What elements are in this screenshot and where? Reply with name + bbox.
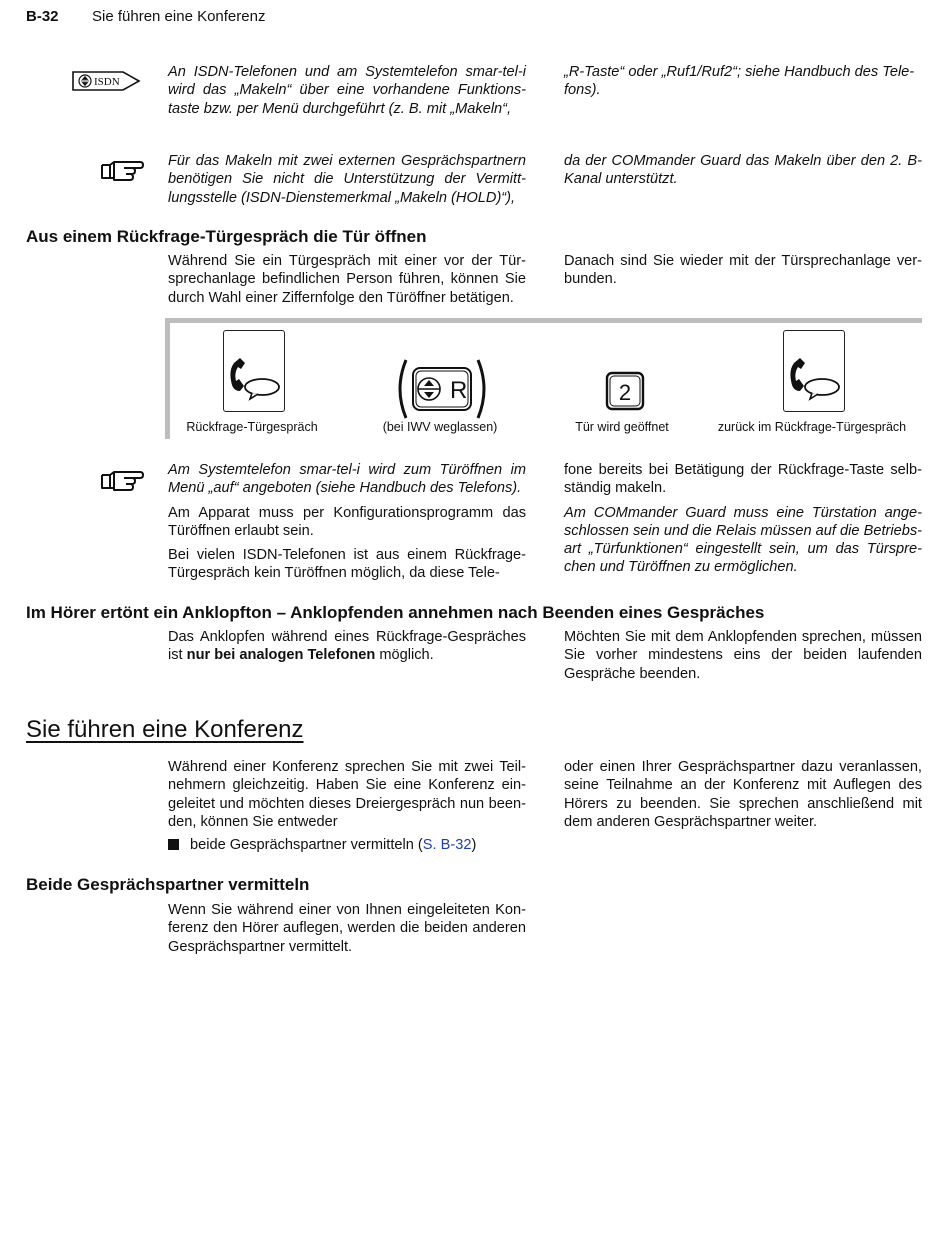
makeln-note-left: Für das Makeln mit zwei externen Gesprächspartnern benötigen Sie nicht die Unterstützung der Vermitt-lungsstelle (ISDN-Dienstemerkmal „Makeln (HOLD)“), [168,153,526,206]
pointing-hand-icon [100,468,144,494]
section1-right-text: Danach sind Sie wieder mit der Türsprechanlage ver-bunden. [564,253,922,288]
page-number: B-32 [26,8,59,25]
note2-right [564,461,922,577]
note2-left-italic: Am Systemtelefon smar-tel-i wird zum Türöffnen im Menü „auf“ angeboten (siehe Handbuch des Telefons). [168,462,526,497]
isdn-icon-label: ISDN [94,76,120,88]
section-heading-transfer: Beide Gesprächspartner vermitteln [26,875,310,894]
digit-key-label: 2 [618,380,632,405]
section2-right-text: Möchten Sie mit dem Anklopfenden sprechen, müssen Sie vorher mindestens eins der beiden laufenden Gespräche beenden. [564,629,922,682]
step-label-3: Tür wird geöffnet [575,420,669,434]
step-label-2: (bei IWV weglassen) [382,420,498,434]
note2-right-p1: fone bereits bei Betätigung der Rückfrage-Taste selb-ständig makeln. [564,462,922,497]
handset-speech-icon [784,331,844,411]
isdn-key-icon [71,69,141,93]
note2-right-italic: Am COMmander Guard muss eine Türstation ange-schlossen sein und die Relais müssen auf die Betriebs-art „Türfunktionen“ eingestellt sein, um das Türspre-chen und Türöffnen zu ermöglichen. [564,504,922,576]
handset-speech-card [223,330,285,412]
section4-left-text: Wenn Sie während einer von Ihnen eingeleiteten Kon-ferenz den Hörer auflegen, werden die beiden anderen Gesprächspartner vermittelt. [168,902,526,955]
r-key-icon [396,356,488,422]
page-title: Sie führen eine Konferenz [26,716,304,743]
section3-left-text: Während einer Konferenz sprechen Sie mit zwei Teil-nehmern gleichzeitig. Haben Sie eine Konferenz ein-geleitet und möchten dieses Dreiergespräch nun been-den, können Sie entweder [168,759,526,830]
procedure-box-top-rule [165,318,922,323]
makeln-note-right: da der COMmander Guard das Makeln über den 2. B-Kanal unterstützt. [564,153,922,188]
handset-speech-card-2 [783,330,845,412]
note2-left-p2: Am Apparat muss per Konfigurationsprogramm das Türöffnen erlaubt sein. [168,504,526,539]
step-label-4: zurück im Rückfrage-Türgespräch [717,420,907,434]
section-heading-call-waiting: Im Hörer ertönt ein Anklopfton – Anklopfenden annehmen nach Beenden eines Gespräches [26,603,765,622]
digit-key-icon [605,371,645,411]
isdn-note-left: An ISDN-Telefonen und am Systemtelefon smar-tel-i wird das „Makeln“ über eine vorhandene Funktions-taste bzw. per Menü durchgeführt (z. B. mit „Makeln“, [168,64,526,117]
section3-right-text: oder einen Ihrer Gesprächspartner dazu veranlassen, seine Teilnahme an der Konferenz mit Auflegen des Hörers zu beenden. Sie sprechen anschließend mit dem anderen Gesprächspartner weiter. [564,759,922,830]
bullet-marker [168,839,179,850]
section2-bold-phrase: nur bei analogen Telefonen [186,647,376,664]
pointing-hand-icon [100,158,144,184]
note2-left-p3: Bei vielen ISDN-Telefonen ist aus einem Rückfrage-Türgespräch kein Türöffnen möglich, da diese Tele- [168,547,526,582]
r-key-label: R [450,377,468,404]
page-reference-link[interactable]: S. B-32 [422,837,472,853]
section1-left-text: Während Sie ein Türgespräch mit einer vor der Tür-sprechanlage befindlichen Person führen, können Sie durch Wahl einer Ziffernfolge den Türöffner betätigen. [168,253,526,306]
section-heading-door-open: Aus einem Rückfrage-Türgespräch die Tür öffnen [26,227,427,246]
procedure-box-left-rule [165,318,170,439]
step-label-1: Rückfrage-Türgespräch [186,420,318,434]
note2-left [168,461,526,583]
handset-speech-icon [224,331,284,411]
isdn-note-right: „R-Taste“ oder „Ruf1/Ruf2“; siehe Handbuch des Tele-fons). [564,64,915,99]
section2-left-text: Das Anklopfen während eines Rückfrage-Gespräches ist nur bei analogen Telefonen möglich. [168,629,526,664]
bullet-item: beide Gesprächspartner vermitteln (S. B-32) [190,837,477,853]
running-header-title: Sie führen eine Konferenz [92,8,266,25]
